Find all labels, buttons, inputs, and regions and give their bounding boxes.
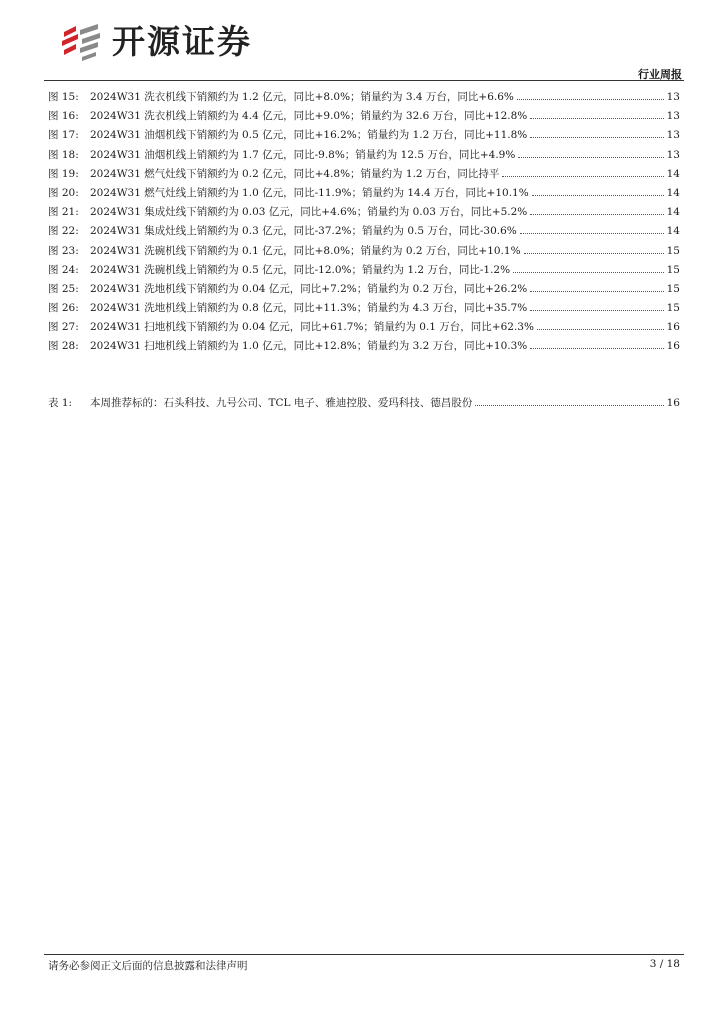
dot-leader <box>532 195 664 196</box>
entry-page: 15 <box>666 282 680 295</box>
entry-title: 2024W31 集成灶线上销额约为 0.3 亿元，同比-37.2%；销量约为 0.5 万台，同比-30.6% <box>90 225 517 238</box>
entry-page: 15 <box>666 263 680 276</box>
figure-entry[interactable] <box>48 299 680 318</box>
footer-divider <box>44 954 684 955</box>
figure-entry[interactable] <box>48 337 680 356</box>
figure-entry[interactable] <box>48 222 680 241</box>
figure-entry[interactable] <box>48 261 680 280</box>
dot-leader <box>537 329 664 330</box>
dot-leader <box>530 118 663 119</box>
entry-label: 图 23: <box>48 244 79 257</box>
document-type: 行业周报 <box>638 68 682 81</box>
entry-title: 2024W31 扫地机线上销额约为 1.0 亿元，同比+12.8%；销量约为 3.2 万台，同比+10.3% <box>90 340 528 353</box>
entry-page: 13 <box>666 129 680 142</box>
entry-title: 2024W31 油烟机线下销额约为 0.5 亿元，同比+16.2%；销量约为 1.2 万台，同比+11.8% <box>90 129 528 142</box>
dot-leader <box>530 348 663 349</box>
table-entry[interactable] <box>48 394 680 413</box>
entry-label: 图 28: <box>48 340 79 353</box>
entry-title: 2024W31 洗碗机线下销额约为 0.1 亿元，同比+8.0%；销量约为 0.2 万台，同比+10.1% <box>90 244 521 257</box>
figure-entry[interactable] <box>48 165 680 184</box>
entry-title: 2024W31 燃气灶线下销额约为 0.2 亿元，同比+4.8%；销量约为 1.2 万台，同比持平 <box>90 167 500 180</box>
entry-label: 图 24: <box>48 263 79 276</box>
entry-title: 2024W31 扫地机线下销额约为 0.04 亿元，同比+61.7%；销量约为 0.1 万台，同比+62.3% <box>90 321 534 334</box>
dot-leader <box>513 272 664 273</box>
table-list <box>48 394 680 413</box>
entry-page: 16 <box>666 397 680 409</box>
entry-label: 图 25: <box>48 282 79 295</box>
entry-title: 2024W31 洗地机线上销额约为 0.8 亿元，同比+11.3%；销量约为 4.3 万台，同比+35.7% <box>90 302 528 315</box>
dot-leader <box>502 176 663 177</box>
figure-entry[interactable] <box>48 280 680 299</box>
company-name: 开源证券 <box>112 22 252 61</box>
entry-label: 图 18: <box>48 148 79 161</box>
logo-mark-icon <box>58 22 104 62</box>
figure-entry[interactable] <box>48 242 680 261</box>
footer-disclaimer: 请务必参阅正文后面的信息披露和法律声明 <box>48 960 248 972</box>
entry-page: 16 <box>666 321 680 334</box>
entry-page: 14 <box>666 186 680 199</box>
entry-page: 13 <box>666 148 680 161</box>
entry-title: 2024W31 洗地机线下销额约为 0.04 亿元，同比+7.2%；销量约为 0.2 万台，同比+26.2% <box>90 282 528 295</box>
entry-page: 13 <box>666 110 680 123</box>
figure-entry[interactable] <box>48 318 680 337</box>
entry-label: 表 1: <box>48 397 73 409</box>
entry-page: 13 <box>666 91 680 103</box>
page-number: 3 / 18 <box>649 958 680 970</box>
entry-label: 图 16: <box>48 110 79 123</box>
entry-label: 图 26: <box>48 302 79 315</box>
entry-title: 2024W31 洗衣机线上销额约为 4.4 亿元，同比+9.0%；销量约为 32.6 万台，同比+12.8% <box>90 110 528 123</box>
entry-page: 14 <box>666 225 680 238</box>
figure-entry[interactable] <box>48 88 680 107</box>
entry-label: 图 27: <box>48 321 79 334</box>
entry-page: 15 <box>666 302 680 315</box>
figure-list <box>48 88 680 357</box>
dot-leader <box>518 157 663 158</box>
entry-page: 14 <box>666 206 680 219</box>
dot-leader <box>475 405 663 406</box>
dot-leader <box>530 137 663 138</box>
header-divider <box>44 80 684 81</box>
figure-entry[interactable] <box>48 126 680 145</box>
dot-leader <box>530 310 663 311</box>
entry-title: 2024W31 油烟机线上销额约为 1.7 亿元，同比-9.8%；销量约为 12.5 万台，同比+4.9% <box>90 148 516 161</box>
figure-entry[interactable] <box>48 146 680 165</box>
entry-title: 本周推荐标的：石头科技、九号公司、TCL 电子、雅迪控股、爱玛科技、德昌股份 <box>90 397 473 409</box>
entry-page: 16 <box>666 340 680 353</box>
entry-label: 图 15: <box>48 91 79 103</box>
entry-title: 2024W31 洗碗机线上销额约为 0.5 亿元，同比-12.0%；销量约为 1.2 万台，同比-1.2% <box>90 263 511 276</box>
entry-page: 14 <box>666 167 680 180</box>
dot-leader <box>530 291 663 292</box>
dot-leader <box>520 233 664 234</box>
figure-entry[interactable] <box>48 184 680 203</box>
figure-entry[interactable] <box>48 107 680 126</box>
dot-leader <box>517 99 664 100</box>
entry-page: 15 <box>666 244 680 257</box>
company-logo <box>58 22 252 62</box>
entry-title: 2024W31 洗衣机线下销额约为 1.2 亿元，同比+8.0%；销量约为 3.4 万台，同比+6.6% <box>90 91 514 103</box>
entry-title: 2024W31 集成灶线下销额约为 0.03 亿元，同比+4.6%；销量约为 0.03 万台，同比+5.2% <box>90 206 528 219</box>
entry-label: 图 20: <box>48 186 79 199</box>
entry-label: 图 22: <box>48 225 79 238</box>
figure-entry[interactable] <box>48 203 680 222</box>
entry-label: 图 21: <box>48 206 79 219</box>
dot-leader <box>524 253 664 254</box>
entry-label: 图 19: <box>48 167 79 180</box>
entry-title: 2024W31 燃气灶线上销额约为 1.0 亿元，同比-11.9%；销量约为 14.4 万台，同比+10.1% <box>90 186 529 199</box>
entry-label: 图 17: <box>48 129 79 142</box>
dot-leader <box>530 214 663 215</box>
